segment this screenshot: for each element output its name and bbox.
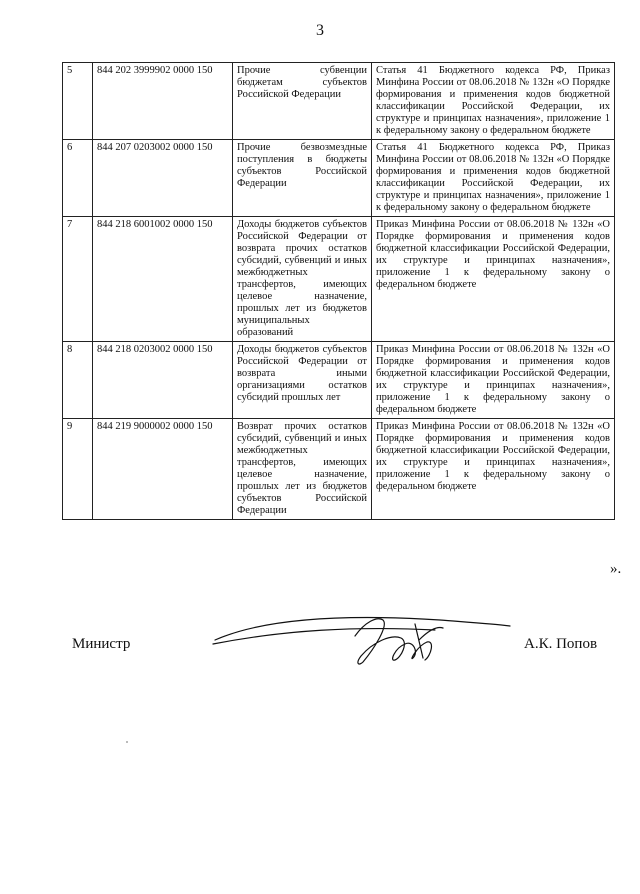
scan-speck <box>126 741 128 743</box>
revenue-name: Прочие субвенции бюджетам субъектов Российской Федерации <box>233 63 372 140</box>
table-row <box>63 342 615 419</box>
revenue-name: Доходы бюджетов субъектов Российской Федерации от возврата иными организациями остатков субсидий прошлых лет <box>233 342 372 419</box>
legal-basis: Приказ Минфина России от 08.06.2018 № 132н «О Порядке формирования и применения кодов бюджетной классификации Российской Федерации, их структуре и принципах назначения», приложение 1 к федеральному закону о федеральном бюджете <box>372 419 615 520</box>
closing-quote: ». <box>610 561 622 577</box>
revenue-name: Доходы бюджетов субъектов Российской Федерации от возврата прочих остатков субсидий, субвенций и иных межбюджетных трансфертов, имеющих целевое назначение, прошлых лет из бюджетов муниципальных образований <box>233 217 372 342</box>
table-row <box>63 63 615 140</box>
handwritten-signature <box>205 600 525 670</box>
row-number: 9 <box>63 419 93 520</box>
row-number: 8 <box>63 342 93 419</box>
table-row <box>63 419 615 520</box>
row-number: 5 <box>63 63 93 140</box>
legal-basis: Статья 41 Бюджетного кодекса РФ, Приказ Минфина России от 08.06.2018 № 132н «О Порядке формирования и применения кодов бюджетной классификации Российской Федерации, их структуре и принципах назначения», приложение 1 к федеральному закону о федеральном бюджете <box>372 140 615 217</box>
budget-code: 844 207 0203002 0000 150 <box>93 140 233 217</box>
legal-basis: Статья 41 Бюджетного кодекса РФ, Приказ Минфина России от 08.06.2018 № 132н «О Порядке формирования и применения кодов бюджетной классификации Российской Федерации, их структуре и принципах назначения», приложение 1 к федеральному закону о федеральном бюджете <box>372 63 615 140</box>
budget-code: 844 202 3999902 0000 150 <box>93 63 233 140</box>
row-number: 6 <box>63 140 93 217</box>
table-row <box>63 217 615 342</box>
budget-code: 844 218 6001002 0000 150 <box>93 217 233 342</box>
table-row <box>63 140 615 217</box>
budget-code: 844 218 0203002 0000 150 <box>93 342 233 419</box>
revenue-name: Возврат прочих остатков субсидий, субвенций и иных межбюджетных трансфертов, имеющих целевое назначение, прошлых лет из бюджетов субъектов Российской Федерации <box>233 419 372 520</box>
legal-basis: Приказ Минфина России от 08.06.2018 № 132н «О Порядке формирования и применения кодов бюджетной классификации Российской Федерации, их структуре и принципах назначения», приложение 1 к федеральному закону о федеральном бюджете <box>372 342 615 419</box>
revenue-name: Прочие безвозмездные поступления в бюджеты субъектов Российской Федерации <box>233 140 372 217</box>
budget-code: 844 219 9000002 0000 150 <box>93 419 233 520</box>
row-number: 7 <box>63 217 93 342</box>
revenue-codes-table <box>62 62 615 520</box>
signatory-name: А.К. Попов <box>524 636 598 652</box>
table-body <box>63 63 615 520</box>
signatory-title: Министр <box>72 636 131 652</box>
legal-basis: Приказ Минфина России от 08.06.2018 № 132н «О Порядке формирования и применения кодов бюджетной классификации Российской Федерации, их структуре и принципах назначения», приложение 1 к федеральному закону о федеральном бюджете <box>372 217 615 342</box>
page-number: 3 <box>316 22 324 39</box>
